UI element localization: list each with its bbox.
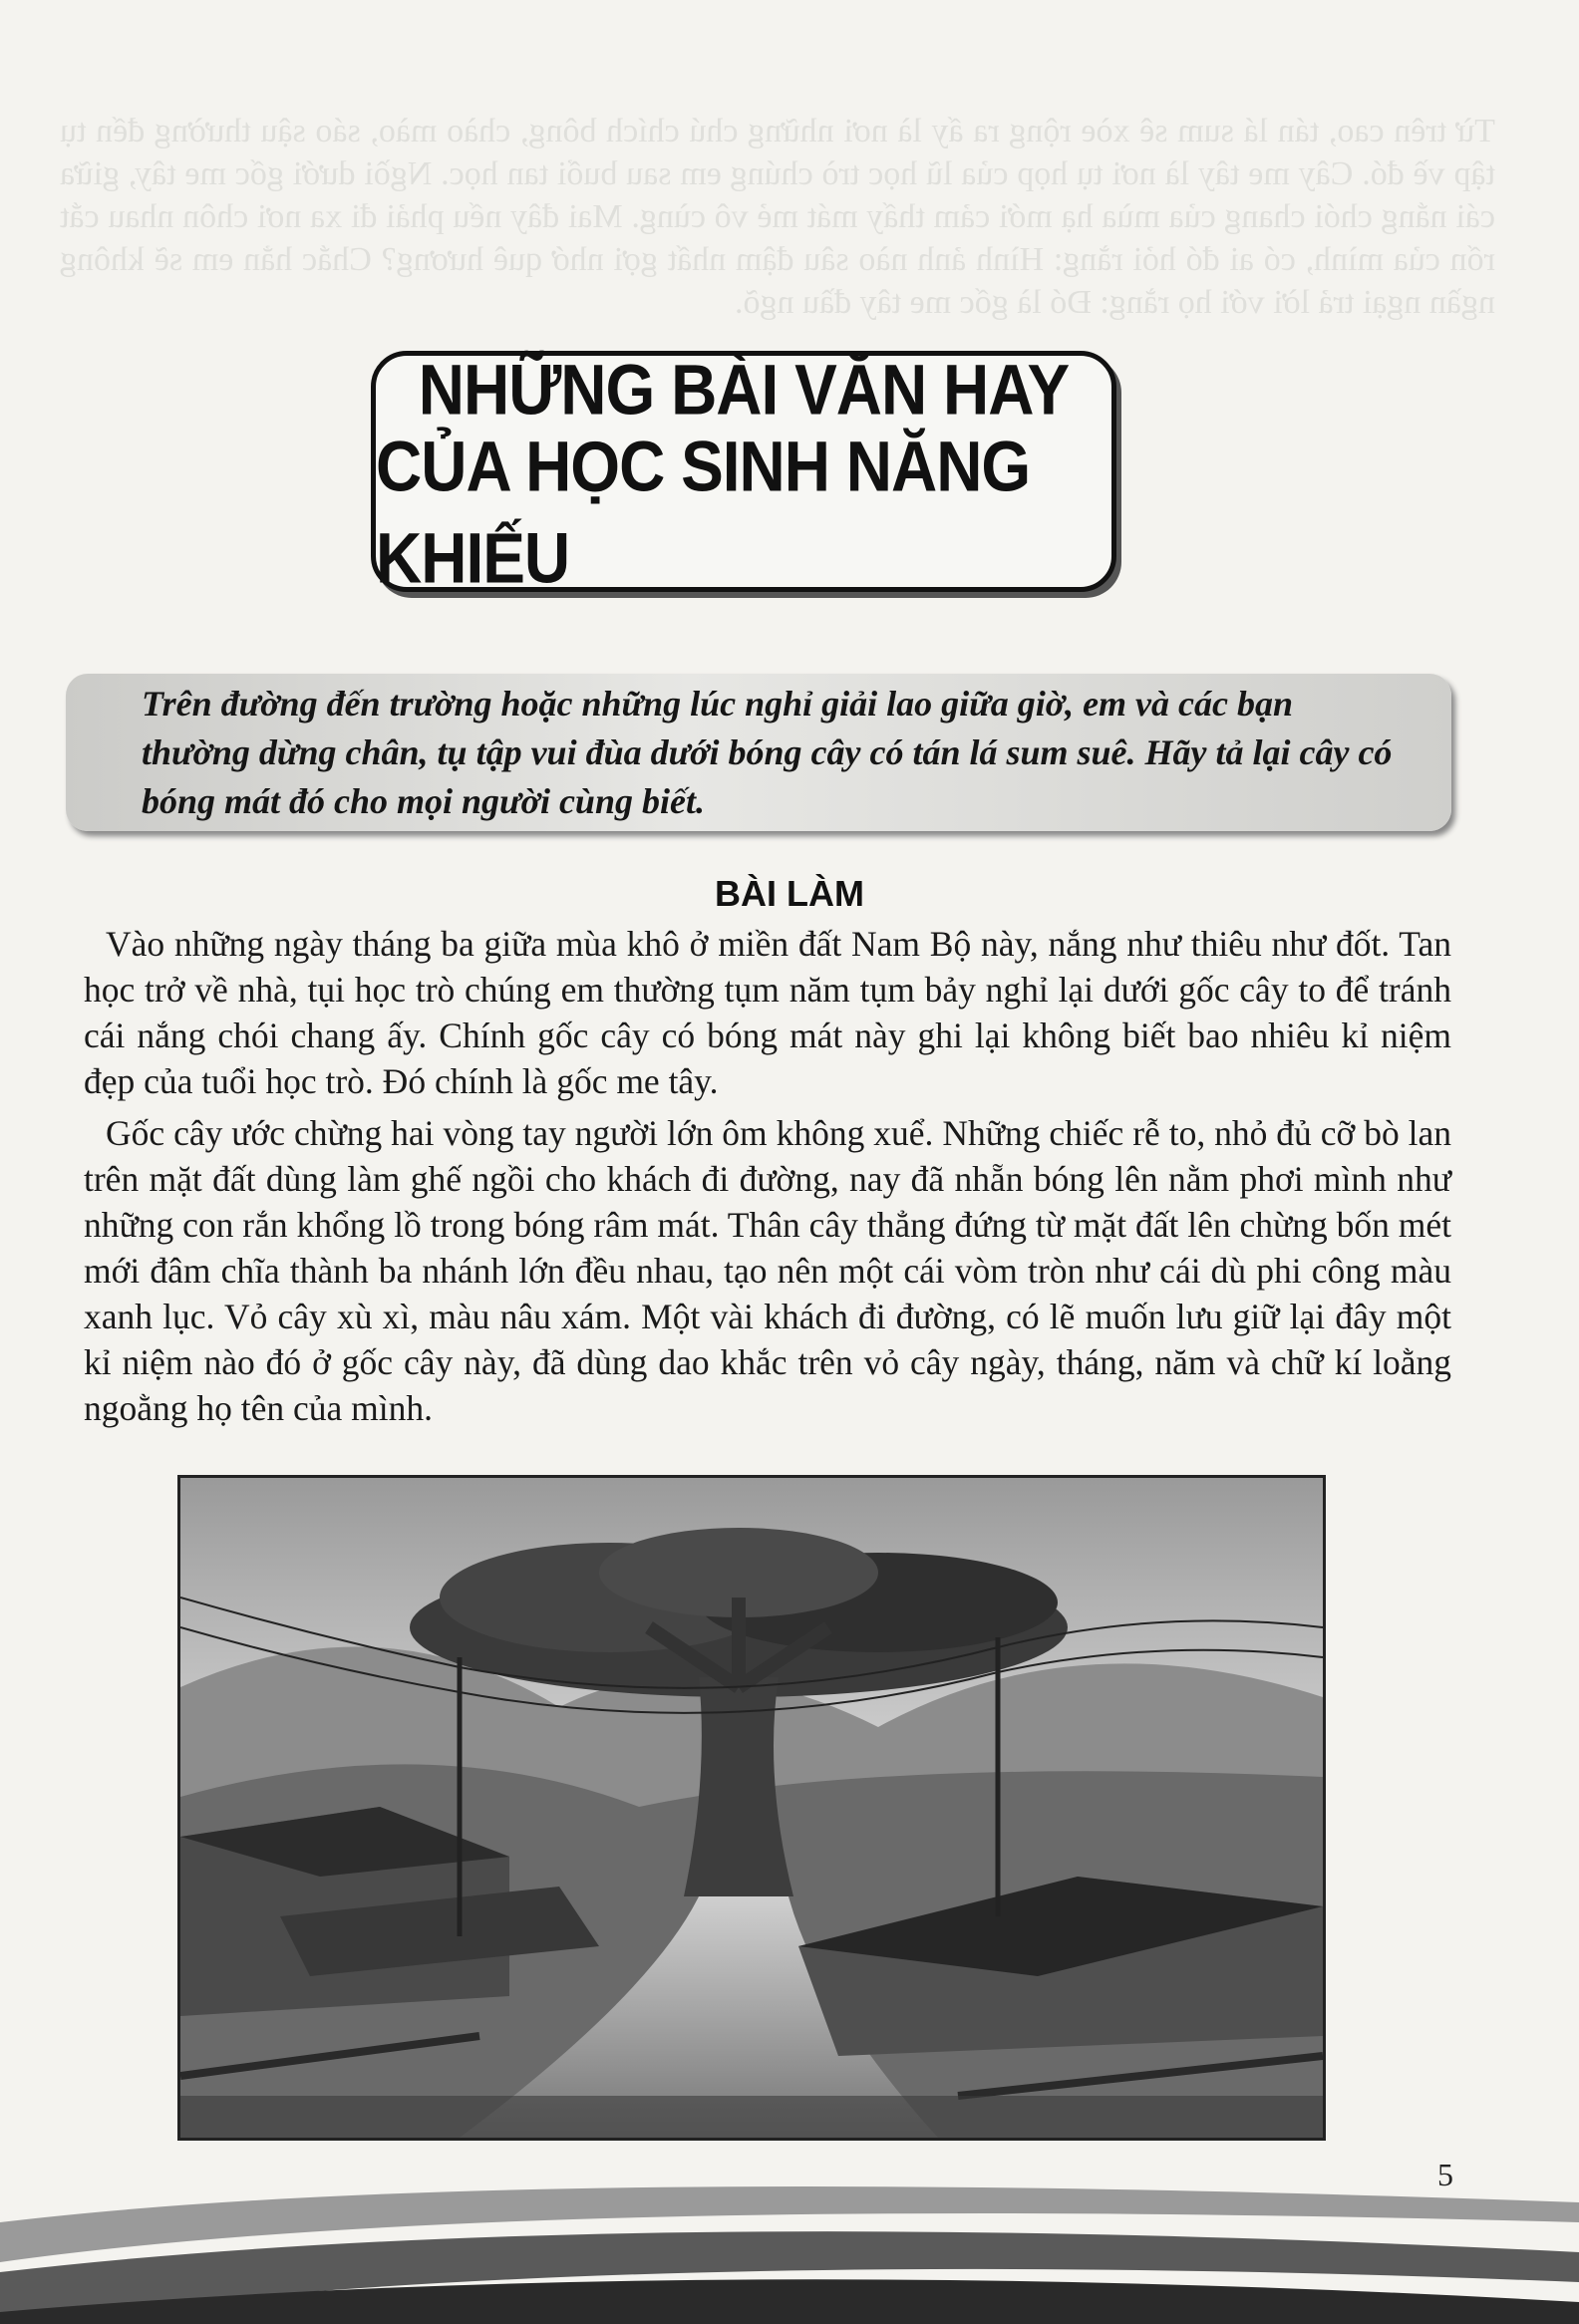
section-heading: BÀI LÀM: [715, 873, 864, 914]
title-line-2: CỦA HỌC SINH NĂNG KHIẾU: [376, 426, 1031, 599]
assignment-prompt: Trên đường đến trường hoặc những lúc nghỉ giải lao giữa giờ, em và các bạn thường dừng chân, tụ tập vui đùa dưới bóng cây có tán lá sum suê. Hãy tả lại cây có bóng mát đó cho mọi người cùng biết.: [142, 683, 1393, 821]
title-line-1: NHỮNG BÀI VĂN HAY: [418, 349, 1070, 431]
title-banner: [371, 349, 1116, 599]
page-number: 5: [1437, 2157, 1453, 2192]
decorative-swoosh: [0, 2163, 1579, 2324]
tree-village-illustration: [177, 1475, 1326, 2141]
paragraph: Gốc cây ước chừng hai vòng tay người lớn ôm không xuể. Những chiếc rễ to, nhỏ đủ cỡ bò lan trên mặt đất dùng làm ghế ngồi cho khách đi đường, nay đã nhẵn bóng lên nằm phơi mình như những con rắn khổng lồ trong bóng râm mát. Thân cây thẳng đứng từ mặt đất lên chừng bốn mét mới đâm chĩa thành ba nhánh lớn đều nhau, tạo nên một cái vòm tròn như cái dù phi công màu xanh lục. Vỏ cây xù xì, màu nâu xám. Một vài khách đi đường, có lẽ muốn lưu giữ lại đây một kỉ niệm nào đó ở gốc cây này, đã dùng dao khắc trên vỏ cây ngày, tháng, năm và chữ kí loằng ngoằng họ tên của mình.: [84, 1113, 1451, 1428]
essay-body: [84, 921, 1451, 1437]
assignment-prompt-box: [66, 674, 1451, 831]
paragraph: Vào những ngày tháng ba giữa mùa khô ở miền đất Nam Bộ này, nắng như thiêu như đốt. Tan học trở về nhà, tụi học trò chúng em thường tụm năm tụm bảy nghỉ lại dưới gốc cây to để tránh cái nắng chói chang ấy. Chính gốc cây có bóng mát này ghi lại không biết bao nhiêu kỉ niệm đẹp của tuổi học trò. Đó chính là gốc me tây.: [84, 924, 1451, 1101]
bleed-through-text: Từ trên cao, tán lá sum sê xòe rộng ra ấy là nơi những chú chích bông, chào mào, sáo sậu thường đến tụ tập về đó. Cây me tây là nơi tụ họp của lũ học trò chúng em sau buổi tan học. Ngồi dưới gốc me tây, giữa cái nắng chói chang của mùa hạ mới cảm thấy mát mẻ vô cùng. Mai đây nếu phải đi xa nơi chôn nhau cắt rốn của mình, có ai đó hỏi rằng: Hình ảnh nào sâu đậm nhất gợi nhớ quê hương? Chắc hẳn em sẽ không ngần ngại trả lời với họ rằng: Đó là gốc me tây đầu ngõ.: [60, 113, 1495, 321]
